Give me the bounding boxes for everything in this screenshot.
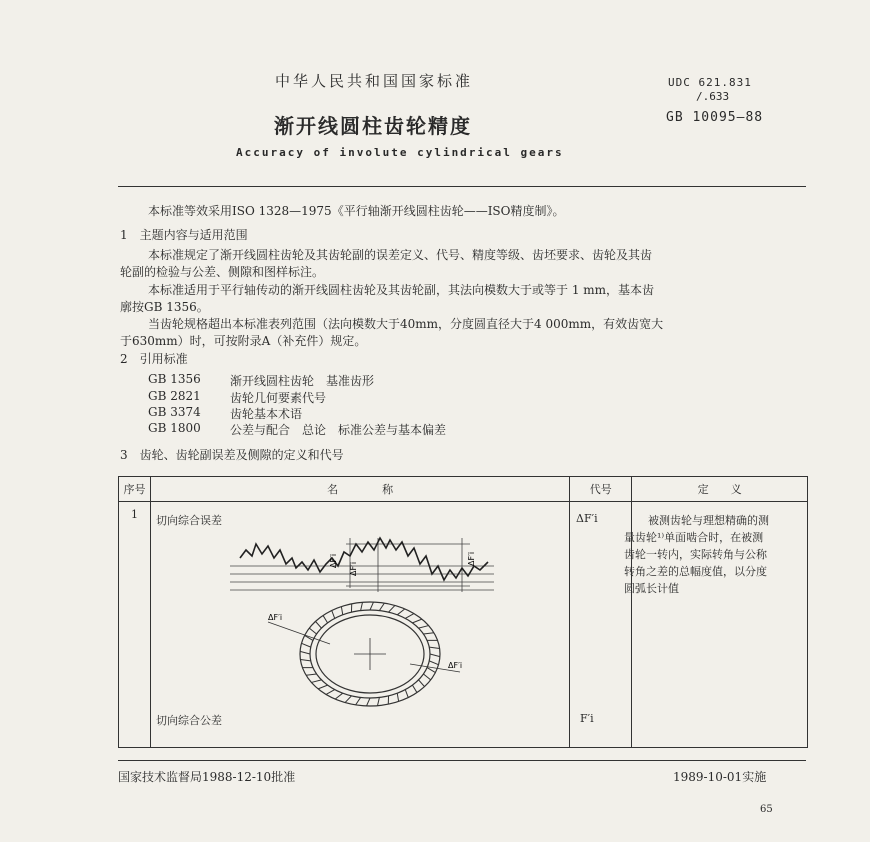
gear-tooth [315,621,321,628]
ref-title: 公差与配合 总论 标准公差与基本偏差 [230,423,447,437]
gear-ring-figure [260,598,480,710]
section-2-heading: 2 引用标准 [120,352,188,366]
gear-tooth [345,696,351,703]
gear-tooth [326,690,335,695]
footer-rule [118,760,806,761]
ref-code: GB 1356 [148,372,201,386]
tolerance-name: 切向综合公差 [156,714,222,727]
gear-tooth [335,693,343,699]
ref-title: 齿轮基本术语 [230,407,303,421]
row-code: ΔF′i [576,512,598,525]
gear-tooth [412,619,421,623]
gear-tooth [429,661,438,665]
gear-tooth [367,698,370,706]
s1-para-line: 于630mm）时，可按附录A（补充件）规定。 [120,334,367,348]
ref-title: 齿轮几何要素代号 [230,391,327,405]
gear-tooth [405,690,408,698]
definition-line: 转角之差的总幅度值，以分度 [624,565,767,578]
definition-line: 圆弧长计值 [624,582,679,595]
gear-tooth [429,647,439,648]
definition-line: 齿轮一转内，实际转角与公称 [624,548,767,561]
header-code: 代号 [570,477,632,502]
s1-para-line: 本标准规定了渐开线圆柱齿轮及其齿轮副的误差定义、代号、精度等级、齿坯要求、齿轮及其齿 [148,248,653,262]
gear-tooth [311,680,321,683]
ref-code: GB 1800 [148,421,201,435]
gear-tooth [405,614,414,619]
header-rule [118,186,806,187]
gear-tooth [301,643,310,647]
gear-tooth [356,697,361,704]
ref-code: GB 2821 [148,389,201,403]
title-cn: 渐开线圆柱齿轮精度 [274,114,472,138]
section-1-heading: 1 主题内容与适用范围 [120,228,248,242]
s1-para-line: 廓按GB 1356。 [120,300,209,314]
intro-text: 本标准等效采用ISO 1328—1975《平行轴渐开线圆柱齿轮——ISO精度制》。 [148,204,565,218]
table-header-row [119,477,808,502]
dfi-label: ΔF′i [467,551,476,566]
gear-tooth [423,674,430,680]
s1-para-line: 当齿轮规格超出本标准表列范围（法向模数大于40mm，分度圆直径大于4 000mm，有效齿宽大 [148,317,664,331]
ring-label-right: ΔF′i [448,661,463,670]
gear-tooth [323,615,328,622]
gear-tooth [341,607,342,615]
page-number: 65 [760,804,773,815]
ref-code: GB 3374 [148,405,201,419]
leader-left [268,622,330,644]
gear-tooth [361,602,363,610]
header-no: 序号 [119,477,151,502]
udc-line1: UDC 621.831 [668,76,752,89]
dfi-label: ΔF′i [349,561,358,576]
gear-tooth [300,651,310,654]
gear-tooth [397,693,398,701]
gear-tooth [300,660,310,661]
standard-org: 中华人民共和国国家标准 [275,72,474,90]
gear-tooth [427,668,435,673]
header-definition: 定 义 [632,477,808,502]
definition-line: 量齿轮¹⁾单面啮合时，在被测 [624,531,764,544]
gear-tooth [379,603,384,610]
row-name: 切向综合误差 [156,514,222,527]
gear-tooth [370,602,373,610]
effective-line: 1989-10-01实施 [673,770,767,784]
s1-para-line: 本标准适用于平行轴传动的渐开线圆柱齿轮及其齿轮副，其法向模数大于或等于 1 mm，基本齿 [148,283,655,297]
gear-tooth [306,674,316,675]
gear-tooth [332,610,335,618]
gear-tooth [397,609,405,615]
s1-para-line: 轮副的检验与公差、侧隙和图样标注。 [120,265,325,279]
gb-number: GB 10095—88 [666,110,764,125]
definition-line: 被测齿轮与理想精确的测 [648,514,769,527]
row-no: 1 [119,502,151,748]
ref-title: 渐开线圆柱齿轮 基准齿形 [230,374,375,388]
gear-tooth [412,685,417,692]
row-code-cell [570,502,632,748]
gear-tooth [377,697,379,705]
gear-tooth [318,685,327,689]
gear-tooth [430,654,440,657]
tolerance-code: F′i [580,712,594,725]
gear-tooth [419,680,425,687]
title-en: Accuracy of involute cylindrical gears [236,146,564,159]
ring-label-left: ΔF′i [268,613,283,622]
gear-tooth [419,626,429,629]
gear-tooth [423,633,433,634]
issued-line: 国家技术监督局1988-12-10批准 [118,770,296,784]
udc-line2: /.633 [696,90,730,103]
section-3-heading: 3 齿轮、齿轮副误差及侧隙的定义和代号 [120,448,344,462]
header-name: 名 称 [150,477,569,502]
dfi-label: ΔF′i [329,553,338,568]
gear-tooth [309,628,316,634]
error-curve-figure [230,528,500,598]
gear-tooth [389,605,395,612]
